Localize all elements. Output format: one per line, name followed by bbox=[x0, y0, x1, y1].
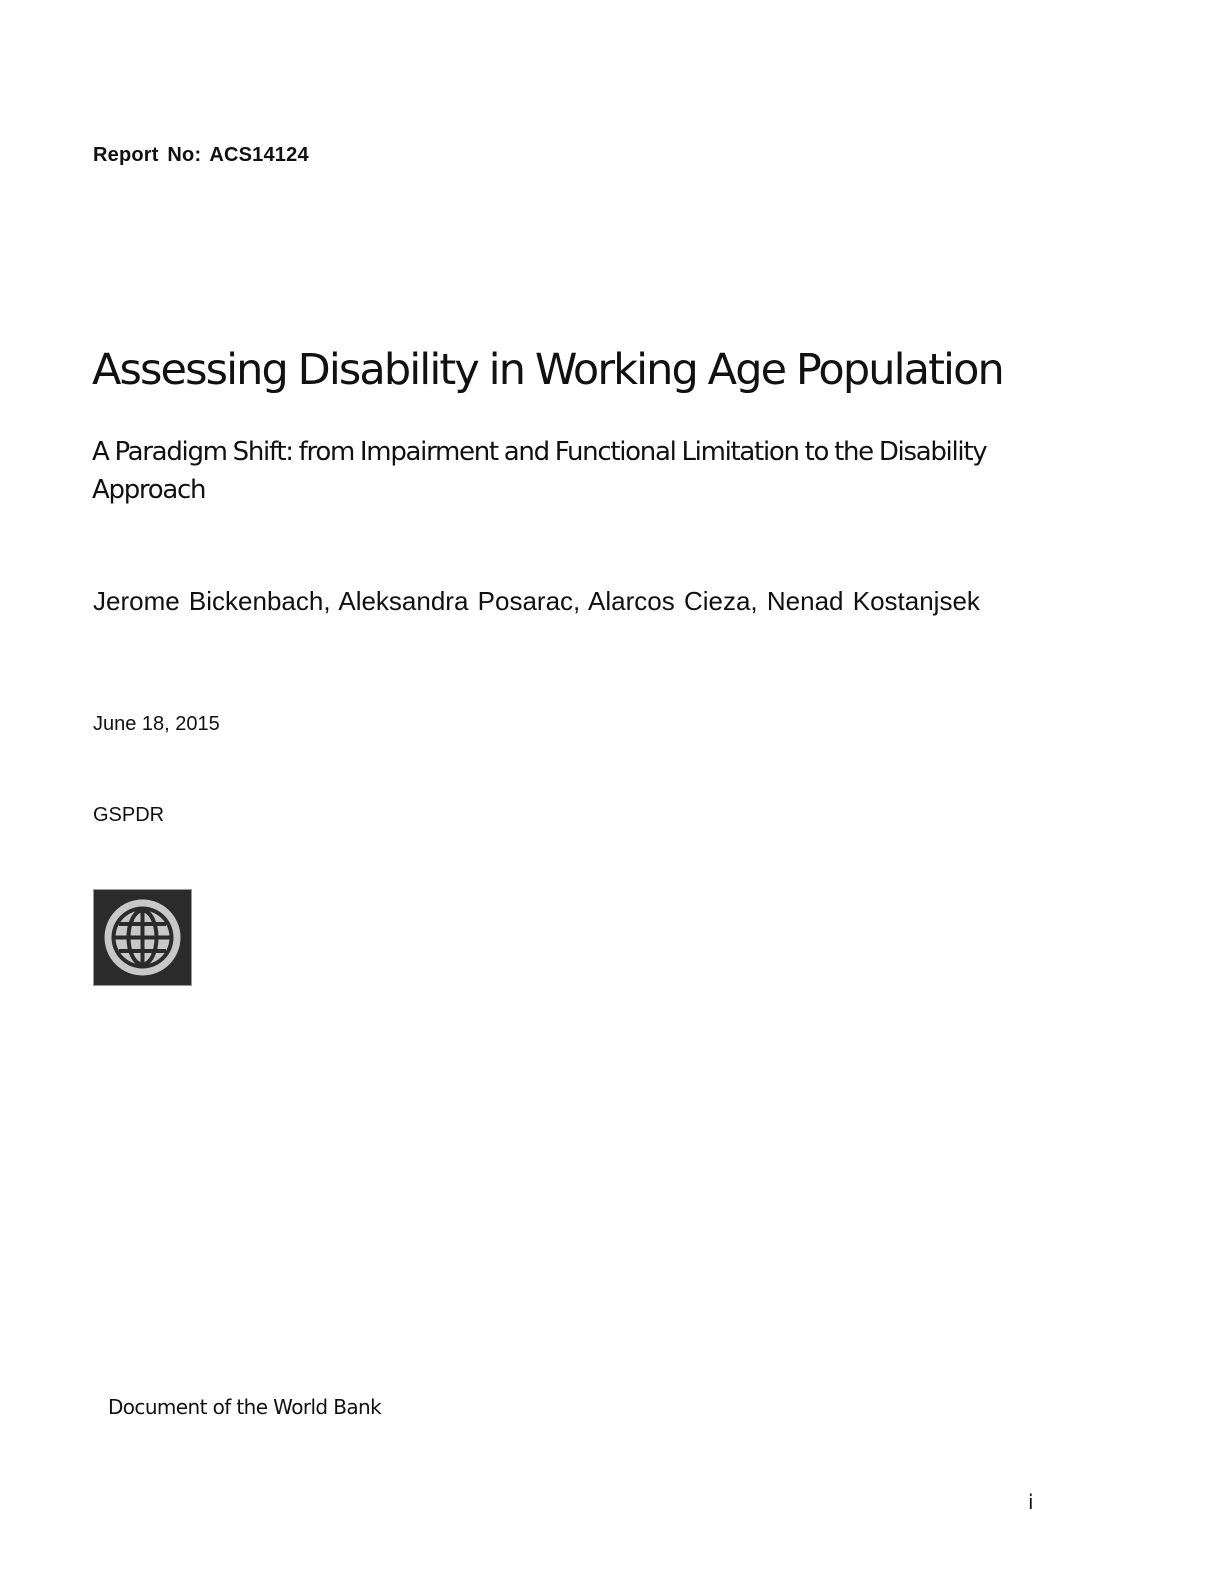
authors-line: Jerome Bickenbach, Aleksandra Posarac, Alarcos Cieza, Nenad Kostanjsek bbox=[93, 586, 980, 616]
document-subtitle: A Paradigm Shift: from Impairment and Functional Limitation to the Disability Approach bbox=[92, 437, 987, 505]
page-number: i bbox=[1028, 1490, 1034, 1514]
document-of-world-bank: Document of the World Bank bbox=[108, 1395, 382, 1419]
report-date: June 18, 2015 bbox=[93, 713, 220, 735]
world-bank-logo-icon bbox=[93, 889, 192, 986]
globe-icon bbox=[93, 889, 192, 986]
document-title: Assessing Disability in Working Age Population bbox=[92, 345, 1003, 395]
department-code: GSPDR bbox=[93, 804, 165, 826]
report-number: Report No: ACS14124 bbox=[93, 144, 309, 166]
